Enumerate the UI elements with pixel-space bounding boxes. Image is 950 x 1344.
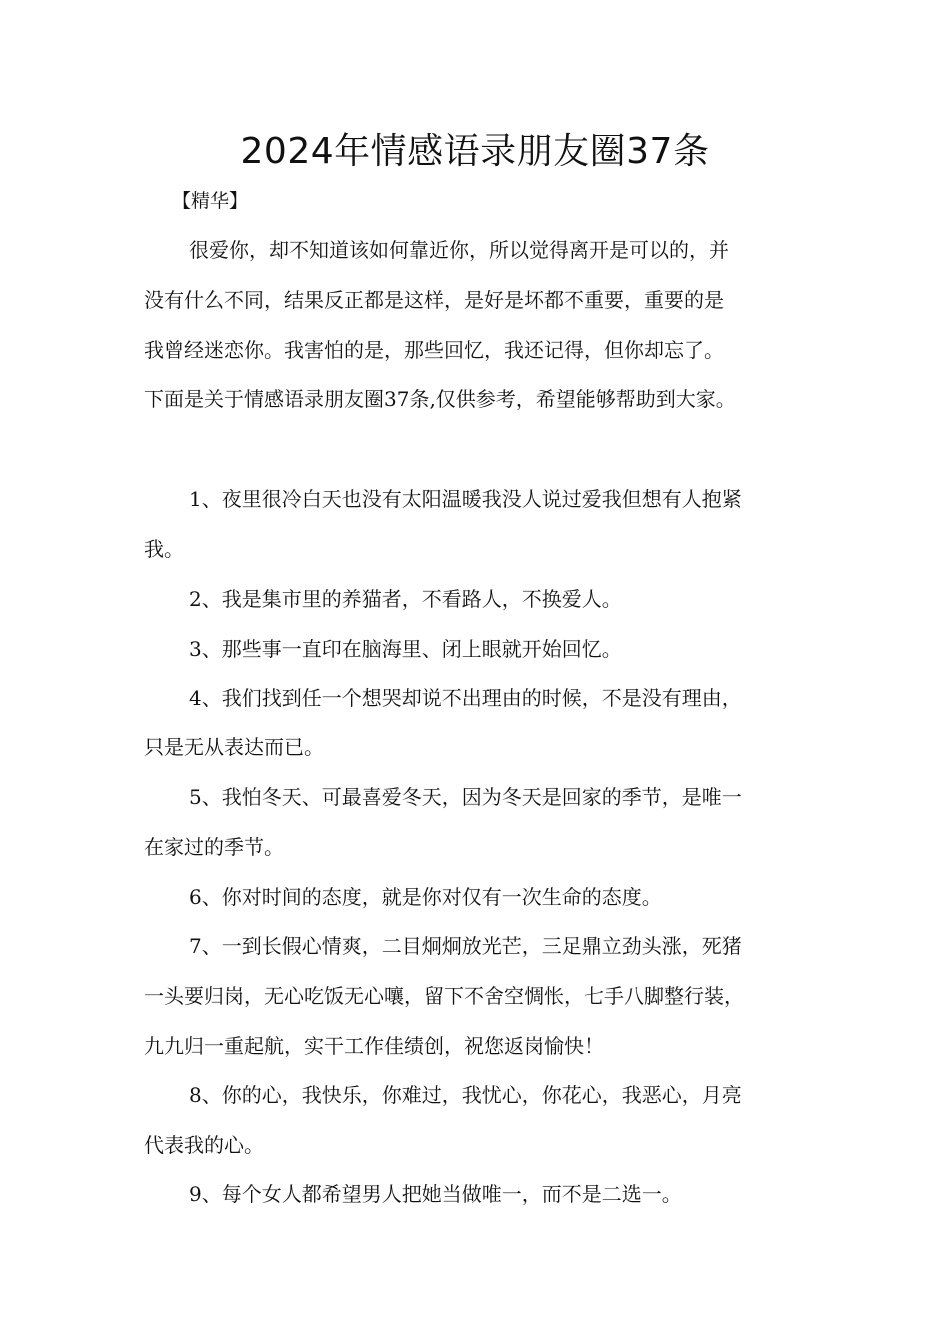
list-item-line: 8、你的心，我快乐，你难过，我忧心，你花心，我恶心，月亮 — [189, 1083, 742, 1107]
list-item-line: 在家过的季节。 — [144, 835, 284, 859]
section-tag: 【精华】 — [172, 190, 249, 212]
intro-line: 很爱你，却不知道该如何靠近你，所以觉得离开是可以的，并 — [189, 238, 729, 262]
intro-line: 下面是关于情感语录朋友圈37条,仅供参考，希望能够帮助到大家。 — [144, 387, 736, 411]
list-item-line: 九九归一重起航，实干工作佳绩创，祝您返岗愉快！ — [144, 1034, 604, 1058]
list-item-line: 1、夜里很冷白天也没有太阳温暖我没人说过爱我但想有人抱紧 — [189, 487, 742, 511]
list-item-line: 只是无从表达而已。 — [144, 735, 324, 759]
list-item-line: 代表我的心。 — [144, 1133, 264, 1157]
list-item-line: 3、那些事一直印在脑海里、闭上眼就开始回忆。 — [189, 637, 622, 661]
list-item-line: 7、一到长假心情爽，二目炯炯放光芒，三足鼎立劲头涨，死猪 — [189, 934, 742, 958]
intro-line: 没有什么不同，结果反正都是这样，是好是坏都不重要，重要的是 — [144, 288, 724, 312]
intro-line: 我曾经迷恋你。我害怕的是，那些回忆，我还记得，但你却忘了。 — [144, 338, 724, 362]
list-item-line: 4、我们找到任一个想哭却说不出理由的时候，不是没有理由， — [189, 686, 742, 710]
list-item-line: 2、我是集市里的养猫者，不看路人，不换爱人。 — [189, 587, 622, 611]
page-title: 2024年情感语录朋友圈37条 — [240, 131, 710, 172]
list-item-line: 5、我怕冬天、可最喜爱冬天，因为冬天是回家的季节，是唯一 — [189, 785, 742, 809]
list-item-line: 一头要归岗，无心吃饭无心嚷，留下不舍空惆怅，七手八脚整行装， — [144, 984, 744, 1008]
list-item-line: 6、你对时间的态度，就是你对仅有一次生命的态度。 — [189, 885, 662, 909]
list-item-line: 我。 — [144, 537, 184, 561]
list-item-line: 9、每个女人都希望男人把她当做唯一，而不是二选一。 — [189, 1182, 682, 1206]
